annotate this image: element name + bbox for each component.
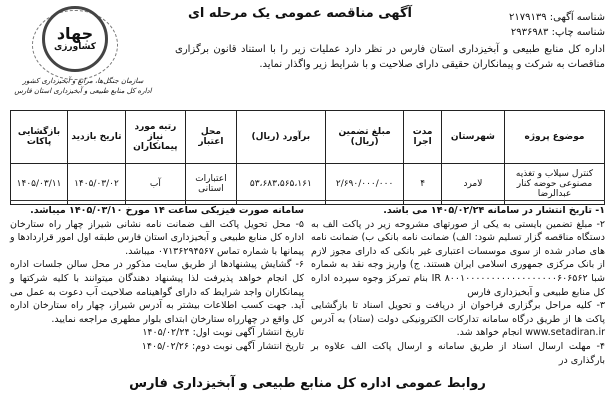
cell-visit-date: ۱۴۰۵/۰۳/۰۲ xyxy=(68,164,126,205)
intro-paragraph: اداره کل منابع طبیعی و آبخیزداری استان فارس در نظر دارد عملیات زیر را با استناد قانون برگزاری مناقصات به شرکت و پیمانکاران حقیقی دارای صلاحیت و با شرایط زیر واگذار نماید. xyxy=(175,44,605,70)
cell-opening-date: ۱۴۰۵/۰۳/۱۱ xyxy=(11,164,68,205)
header-opening-date: بازگشایی پاکات xyxy=(11,111,68,164)
divider xyxy=(10,200,605,201)
cell-grade: آب xyxy=(125,164,185,205)
notice-title: آگهی مناقصه عمومی یک مرحله ای xyxy=(187,6,413,21)
header-grade: رتبه مورد نیاز پیمانکاران xyxy=(125,111,185,164)
header-guarantee: مبلغ تضمین (ریال) xyxy=(325,111,404,164)
cell-city: لامرد xyxy=(441,164,504,205)
cell-estimate: ۵۳،۶۸۳،۵۶۵،۱۶۱ xyxy=(236,164,325,205)
logo-caption-line-2: اداره کل منابع طبیعی و آبخیزداری استان فارس xyxy=(14,87,152,95)
logo-caption-line-1: سازمان جنگل‌ها، مراتع و آبخیزداری کشور xyxy=(22,77,144,85)
tender-table xyxy=(10,110,605,205)
ad-id: شناسه آگهی: ۲۱۷۹۱۳۹ xyxy=(508,12,605,23)
cell-guarantee: ۲/۶۹۰/۰۰۰/۰۰۰ xyxy=(325,164,404,205)
condition-5: ۵- محل تحویل پاکت الف ضمانت نامه نشانی شیراز چهار راه ستارخان اداره کل منابع طبیعی و آبخیزداری استان فارس طبقه اول امور قراردادها و پیمانها با شماره تماس ۰۷۱۳۶۲۹۴۵۶۷ میباشد. xyxy=(10,218,304,257)
header-credit: محل اعتبار xyxy=(185,111,236,164)
condition-1: ۱- تاریخ انتشار در سامانه ۱۴۰۵/۰۲/۲۴ می باشد. xyxy=(383,205,605,216)
condition-4-cont: سامانه صورت فیزیکی ساعت ۱۴ مورخ ۱۴۰۵/۰۳/۱۰ میباشد. xyxy=(30,205,304,216)
logo-caption xyxy=(8,76,158,96)
header-visit-date: تاریخ بازدید xyxy=(68,111,126,164)
conditions-left-column xyxy=(10,204,304,354)
logo-subword: کشاورزی xyxy=(54,42,96,52)
cell-subject: کنترل سیلاب و تغذیه مصنوعی حوضه کنار عبدالرضا xyxy=(504,164,604,205)
table-header-row xyxy=(11,111,605,164)
header-estimate: برآورد (ریال) xyxy=(236,111,325,164)
publish-date-1: تاریخ انتشار آگهی نوبت اول: ۱۴۰۵/۰۲/۲۴ xyxy=(142,327,304,339)
print-id: شناسه چاپ: ۲۹۳۶۹۸۳ xyxy=(510,27,605,38)
footer-signature: روابط عمومی اداره کل منابع طبیعی و آبخیزداری فارس xyxy=(129,376,486,391)
header-subject: موضوع پروژه xyxy=(504,111,604,164)
organization-logo xyxy=(8,2,158,107)
condition-4: ۴- مهلت ارسال اسناد از طریق سامانه و ارسال پاکت الف علاوه بر بارگذاری در xyxy=(311,340,605,366)
cell-credit: اعتبارات استانی xyxy=(185,164,236,205)
table-row xyxy=(11,164,605,205)
condition-6: ۶- گشایش پیشنهادها از طریق سایت مذکور در محل سالن جلسات اداره کل انجام خواهد پذیرفت لذا پیشنهاد دهندگان میتوانند با کلیه شرکتها و پیمانکاران واجد شرایط که دارای گواهینامه صلاحیت آب دعوت به عمل می آید. جهت کسب اطلاعات بیشتر به آدرس شیراز، چهار راه ستارخان اداره کل واقع در چهارراه ستارخان ابتدای بلوار مطهری مراجعه نمایید. xyxy=(10,259,304,325)
publish-date-2: تاریخ انتشار آگهی نوبت دوم: ۱۴۰۵/۰۲/۲۶ xyxy=(141,340,304,352)
header-duration: مدت اجرا xyxy=(404,111,442,164)
header-city: شهرستان xyxy=(441,111,504,164)
logo-emblem xyxy=(42,6,108,72)
conditions-right-column xyxy=(311,204,605,367)
condition-2: ۲- مبلغ تضمین بایستی به یکی از صورتهای مشروحه زیر در پاکت الف به دستگاه مناقصه گزار تسلیم شود: الف) ضمانت نامه بانکی ب) ضمانت نامه های صادر شده از سوی موسسات اعتباری غیر بانکی که دارای مجوز لازم از بانک مرکزی جمهوری اسلامی ایران هستند. ج) واریز وجه نقد به شماره شبا IR ۸۰۰۱۰۰۰۰۰۰۰۰۰۰۰۰۰۰۰۰۰۰۶۰۶۵۶۲ بنام تمرکز وجوه سپرده اداره کل منابع طبیعی و آبخیزداری فارس xyxy=(311,218,605,298)
condition-3: ۳- کلیه مراحل برگزاری فراخوان از دریافت و تحویل اسناد تا بازگشایی پاکت ها از طریق درگاه سامانه تدارکات الکترونیکی دولت (ستاد) به آدرس www.setadiran.ir انجام خواهد شد. xyxy=(311,300,605,339)
cell-duration: ۴ xyxy=(404,164,442,205)
logo-word: جهاد xyxy=(56,24,94,43)
